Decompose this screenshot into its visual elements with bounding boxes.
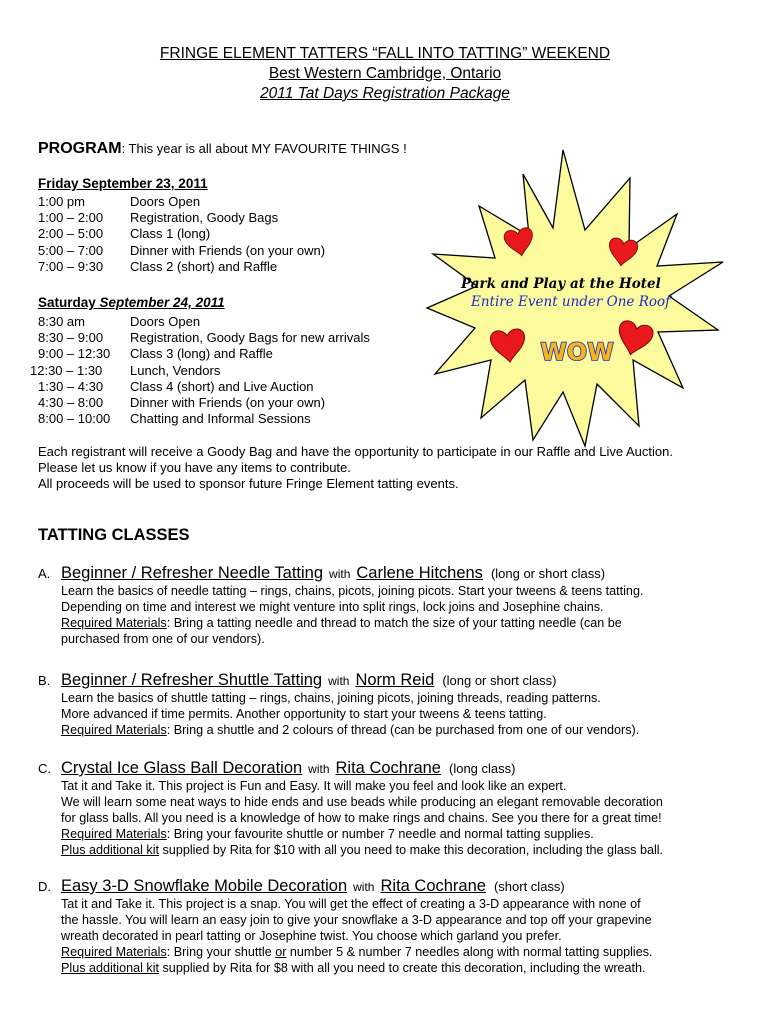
class-heading bbox=[38, 671, 738, 690]
program-line bbox=[38, 140, 407, 158]
class-description bbox=[61, 583, 738, 647]
required-materials-label: Required Materials bbox=[61, 827, 167, 842]
schedule-row bbox=[38, 395, 370, 411]
schedule-event: Registration, Goody Bags bbox=[130, 210, 279, 226]
additional-kit-text: supplied by Rita for $10 with all you need to make this decoration, including the glass ball. bbox=[159, 843, 664, 858]
required-materials bbox=[61, 944, 738, 960]
schedule-time: 1:00 – 2:00 bbox=[38, 210, 104, 226]
schedule-event: Class 3 (long) and Raffle bbox=[130, 346, 273, 362]
class-name: Beginner / Refresher Needle Tatting bbox=[61, 564, 324, 582]
required-materials bbox=[61, 722, 738, 738]
class-a bbox=[38, 564, 738, 647]
class-letter: A. bbox=[38, 566, 51, 581]
required-materials-label: Required Materials bbox=[61, 945, 167, 960]
additional-kit-label: Plus additional kit bbox=[61, 961, 160, 976]
schedule-time: 4:30 – 8:00 bbox=[38, 395, 104, 411]
required-materials-label: Required Materials bbox=[61, 723, 167, 738]
notice-line: Please let us know if you have any items to contribute. bbox=[38, 460, 351, 476]
class-instructor: Rita Cochrane bbox=[335, 759, 441, 777]
description-line: for glass balls. All you need is a knowledge of how to make rings and chains. See you there for a great time! bbox=[61, 811, 662, 826]
class-letter: B. bbox=[38, 673, 51, 688]
schedule-row bbox=[38, 194, 325, 210]
event-title: FRINGE ELEMENT TATTERS “FALL INTO TATTING” WEEKEND bbox=[159, 45, 611, 62]
schedule-event: Lunch, Vendors bbox=[130, 362, 221, 378]
registrant-notice bbox=[38, 444, 673, 493]
required-materials bbox=[61, 615, 738, 631]
class-with: with bbox=[328, 674, 350, 688]
class-heading bbox=[38, 759, 738, 778]
schedule-time: 7:00 – 9:30 bbox=[38, 258, 104, 274]
schedule-row bbox=[38, 226, 325, 242]
document-header bbox=[0, 44, 770, 104]
friday-title: Friday September 23, 2011 bbox=[38, 176, 208, 191]
schedule-time: 1:30 – 4:30 bbox=[38, 378, 104, 394]
description-line: Tat it and Take it. This project is Fun and Easy. It will make you feel and look like an expert. bbox=[61, 779, 567, 793]
program-label: PROGRAM bbox=[38, 140, 122, 157]
saturday-schedule bbox=[30, 314, 370, 427]
class-length: (short class) bbox=[493, 879, 565, 894]
required-materials bbox=[61, 826, 738, 842]
class-name: Beginner / Refresher Shuttle Tatting bbox=[61, 671, 323, 689]
schedule-event: Class 2 (short) and Raffle bbox=[130, 258, 278, 274]
schedule-time: 9:00 – 12:30 bbox=[38, 346, 111, 362]
required-materials-label: Required Materials bbox=[61, 616, 167, 631]
schedule-time: 1:00 pm bbox=[38, 194, 85, 209]
required-materials-text: : Bring your shuttle bbox=[166, 945, 276, 960]
class-instructor: Carlene Hitchens bbox=[356, 564, 483, 582]
schedule-time: 8:30 – 9:00 bbox=[38, 330, 104, 346]
class-letter: C. bbox=[38, 761, 51, 776]
starburst-line1: Park and Play at the Hotel bbox=[461, 276, 661, 292]
class-length: (long class) bbox=[449, 761, 516, 776]
class-instructor: Rita Cochrane bbox=[380, 877, 486, 895]
schedule-row bbox=[38, 259, 325, 275]
description-line: More advanced if time permits. Another opportunity to start your tweens & teens tatting. bbox=[61, 707, 547, 722]
saturday-label: Saturday bbox=[38, 295, 100, 310]
saturday-date: September 24, 2011 bbox=[99, 295, 225, 310]
class-with: with bbox=[353, 880, 375, 894]
schedule-row bbox=[38, 411, 370, 427]
friday-schedule bbox=[38, 194, 325, 275]
schedule-event: Registration, Goody Bags for new arrivals bbox=[130, 330, 370, 346]
schedule-time: 8:30 am bbox=[38, 314, 85, 329]
required-materials-text: : Bring a tatting needle and thread to match the size of your tatting needle (can be bbox=[166, 616, 622, 631]
description-line: Learn the basics of needle tatting – rings, chains, picots, joining picots. Start your tweens & teens tatting. bbox=[61, 584, 644, 598]
additional-kit bbox=[61, 842, 738, 858]
additional-kit-label: Plus additional kit bbox=[61, 843, 160, 858]
schedule-time: 5:00 – 7:00 bbox=[38, 242, 104, 258]
program-text: : This year is all about MY FAVOURITE THINGS ! bbox=[121, 141, 407, 156]
wow-text: WOW bbox=[540, 338, 614, 366]
schedule-event: Chatting and Informal Sessions bbox=[130, 411, 311, 427]
description-line: We will learn some neat ways to hide ends and use beads while producing an elegant removable decoration bbox=[61, 795, 663, 810]
schedule-event: Class 1 (long) bbox=[130, 226, 211, 242]
additional-kit bbox=[61, 960, 738, 976]
schedule-time: 8:00 – 10:00 bbox=[38, 411, 111, 427]
description-line: Learn the basics of shuttle tatting – rings, chains, joining picots, joining threads, reading patterns. bbox=[61, 691, 601, 705]
classes-heading: TATTING CLASSES bbox=[38, 526, 190, 544]
class-length: (long or short class) bbox=[490, 566, 606, 581]
class-description bbox=[61, 778, 738, 858]
class-description bbox=[61, 896, 738, 976]
schedule-event: Dinner with Friends (on your own) bbox=[130, 395, 326, 411]
description-line: Tat it and Take it. This project is a snap. You will get the effect of creating a 3-D appearance with none of bbox=[61, 897, 641, 911]
additional-kit-text: supplied by Rita for $8 with all you need to create this decoration, including the wreath. bbox=[159, 961, 646, 976]
class-with: with bbox=[329, 567, 351, 581]
schedule-event: Class 4 (short) and Live Auction bbox=[130, 378, 314, 394]
required-materials-text: : Bring a shuttle and 2 colours of thread (can be purchased from one of our vendors). bbox=[166, 723, 640, 738]
notice-line: Each registrant will receive a Goody Bag and have the opportunity to participate in our Raffle and Live Auction. bbox=[38, 444, 673, 459]
starburst-line2: Entire Event under One Roof bbox=[471, 294, 671, 310]
description-line: Depending on time and interest we might venture into split rings, lock joins and Josephine chains. bbox=[61, 600, 604, 615]
class-description bbox=[61, 690, 738, 738]
saturday-title bbox=[38, 295, 225, 310]
class-name: Crystal Ice Glass Ball Decoration bbox=[61, 759, 303, 777]
schedule-time: 2:00 – 5:00 bbox=[38, 226, 104, 242]
required-materials-text: : Bring your favourite shuttle or number 7 needle and normal tatting supplies. bbox=[166, 827, 594, 842]
description-line: the hassle. You will learn an easy join to give your snowflake a 3-D appearance and top off your grapevine bbox=[61, 913, 652, 928]
class-instructor: Norm Reid bbox=[355, 671, 435, 689]
description-line: purchased from one of our vendors). bbox=[61, 632, 265, 647]
required-materials-text: number 5 & number 7 needles along with normal tatting supplies. bbox=[286, 945, 653, 960]
schedule-event: Doors Open bbox=[130, 194, 201, 209]
description-line: wreath decorated in pearl tatting or Josephine twist. You choose which garland you prefer. bbox=[61, 929, 562, 944]
class-length: (long or short class) bbox=[442, 673, 557, 688]
schedule-row bbox=[38, 210, 325, 226]
schedule-row bbox=[38, 346, 370, 362]
schedule-row bbox=[38, 379, 370, 395]
schedule-row bbox=[38, 243, 325, 259]
class-c bbox=[38, 759, 738, 858]
schedule-event: Doors Open bbox=[130, 314, 201, 329]
class-heading bbox=[38, 564, 738, 583]
required-materials-or: or bbox=[275, 945, 287, 960]
class-letter: D. bbox=[38, 879, 51, 894]
schedule-row bbox=[38, 314, 370, 330]
schedule-row bbox=[38, 330, 370, 346]
schedule-row bbox=[30, 363, 370, 379]
class-heading bbox=[38, 877, 738, 896]
class-name: Easy 3-D Snowflake Mobile Decoration bbox=[61, 877, 348, 895]
class-d bbox=[38, 877, 738, 976]
venue-line: Best Western Cambridge, Ontario bbox=[268, 65, 502, 82]
schedule-event: Dinner with Friends (on your own) bbox=[130, 242, 326, 258]
schedule-time: 12:30 – 1:30 bbox=[30, 362, 103, 378]
class-b bbox=[38, 671, 738, 738]
package-title: 2011 Tat Days Registration Package bbox=[260, 85, 510, 102]
class-with: with bbox=[308, 762, 330, 776]
notice-line: All proceeds will be used to sponsor future Fringe Element tatting events. bbox=[38, 476, 459, 492]
